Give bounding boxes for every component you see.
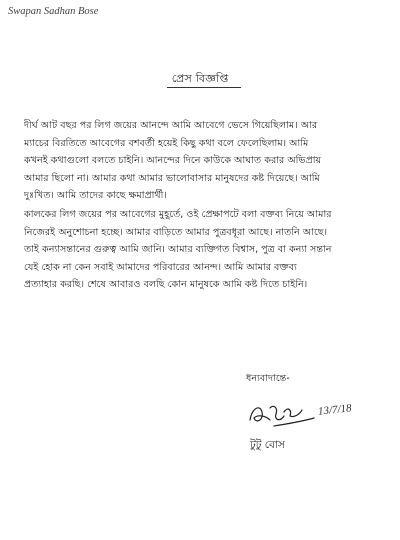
title-underline — [167, 87, 241, 88]
handwritten-signature — [244, 398, 324, 432]
letterhead-name: Swapan Sadhan Bose — [8, 6, 99, 17]
body-paragraph-1: দীর্ঘ আট বছর পর লিগ জয়ের আনন্দে আমি আবেগে ভেসে গিয়েছিলাম। আর ম্যাচের বিরতিতে আবেগের বশবর্তী হয়েই কিছু কথা বলে ফেলেছিলাম। আমি কখনই কথাগুলো বলতে চাইনি। আনন্দের দিনে কাউকে আঘাত করার অভিপ্রায় আমার ছিলো না। আমার কথা আমার ভালোবাসার মানুষদের কষ্ট দিয়েছে। আমি দুঃখিত। আমি তাদের কাছে ক্ষমাপ্রার্থী। — [24, 120, 322, 202]
signer-name: টুটু বোস — [250, 439, 285, 451]
body-paragraph-2: কালকের লিগ জয়ের পর আবেগের মুহূর্তে, ওই প্রেক্ষাপটে বলা বক্তব্য নিয়ে আমার নিজেরই অনুশোচনা হচ্ছে। আমার বাড়িতে আমার পুত্রবধূরা আছে। নাতনি আছে। তাই কন্যাসন্তানের গুরুত্ব আমি জানি। আমার ব্যক্তিগত বিশ্বাস, পুত্র বা কন্যা সন্তান যেই হোক না কেন সবাই আমাদের পরিবারের আনন্দ। আমি আমার বক্তব্য প্রত্যাহার করছি। শেষে আবারও বলছি কোন মানুষকে আমি কষ্ট দিতে চাইনি। — [24, 209, 332, 291]
page-title: প্রেস বিজ্ঞপ্তি — [171, 72, 229, 85]
closing-salutation: ধন্যবাদান্তে- — [246, 373, 290, 384]
signature-date: 13/7/18 — [317, 402, 353, 418]
